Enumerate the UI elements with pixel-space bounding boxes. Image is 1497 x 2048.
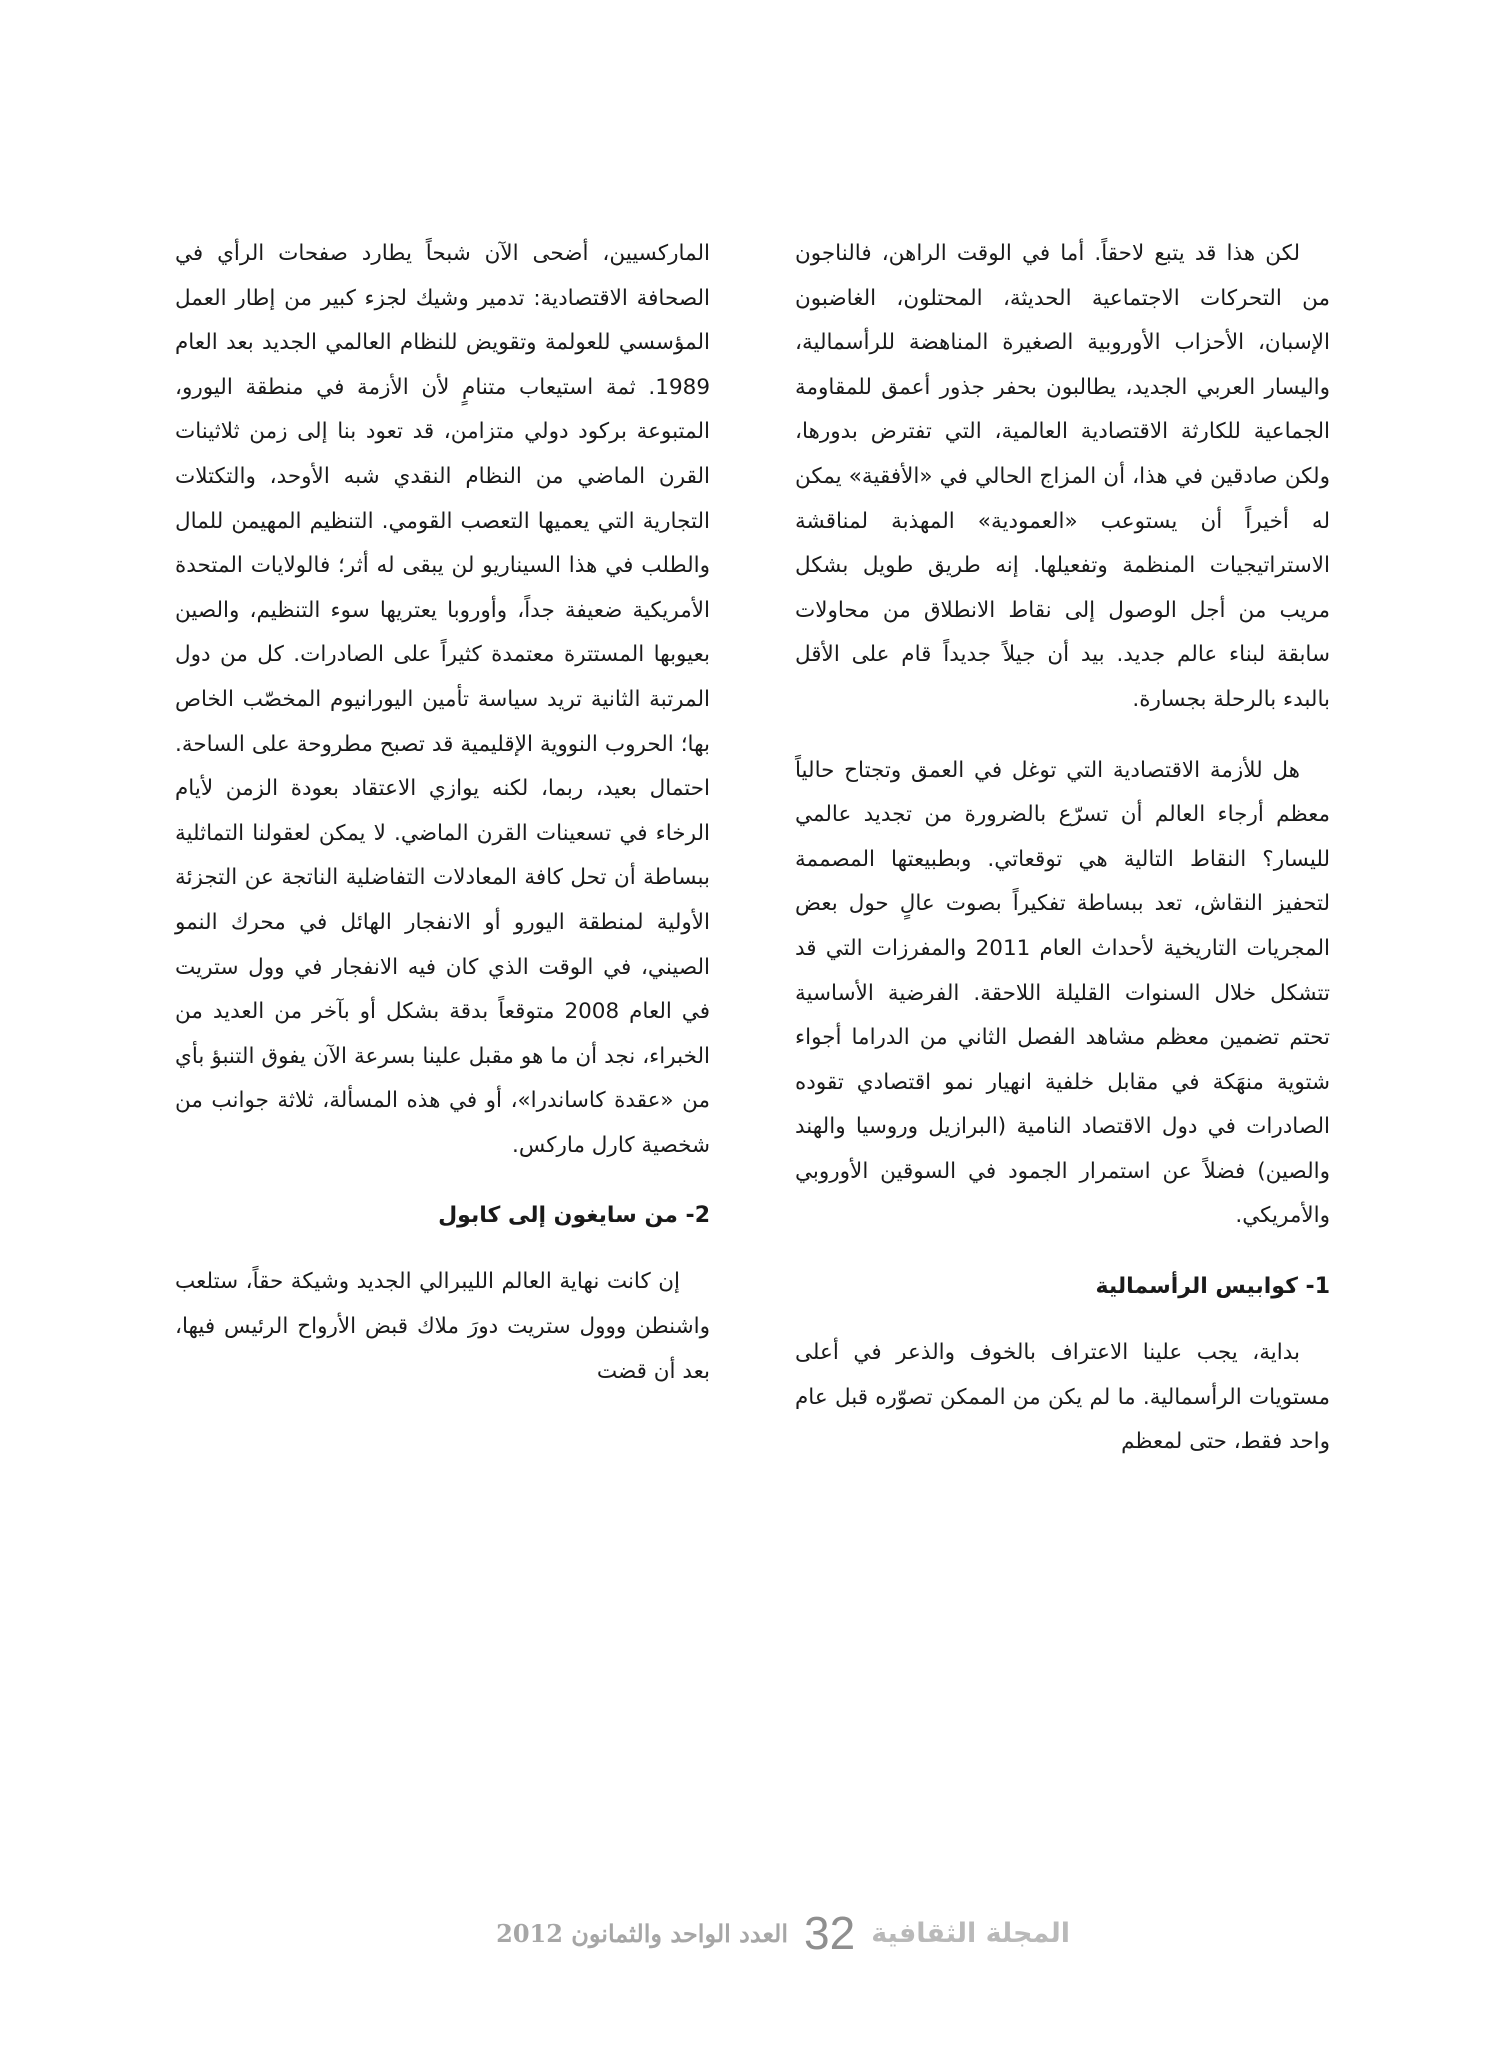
- left-paragraph-1: الماركسيين، أضحى الآن شبحاً يطارد صفحات الرأي في الصحافة الاقتصادية: تدمير وشيك لجزء كبير من إطار العمل المؤسسي للعولمة وتقويض للنظام العالمي الجديد بعد العام 1989. ثمة استيعاب متنامٍ لأن الأزمة في منطقة اليورو، المتبوعة بركود دولي متزامن، قد تعود بنا إلى زمن ثلاثينات القرن الماضي من النظام النقدي شبه الأوحد، والتكتلات التجارية التي يعميها التعصب القومي. التنظيم المهيمن للمال والطلب في هذا السيناريو لن يبقى له أثر؛ فالولايات المتحدة الأمريكية ضعيفة جداً، وأوروبا يعتريها سوء التنظيم، والصين بعيوبها المستترة معتمدة كثيراً على الصادرات. كل من دول المرتبة الثانية تريد سياسة تأمين اليورانيوم المخصّب الخاص بها؛ الحروب النووية الإقليمية قد تصبح مطروحة على الساحة. احتمال بعيد، ربما، لكنه يوازي الاعتقاد بعودة الزمن لأيام الرخاء في تسعينات القرن الماضي. لا يمكن لعقولنا التماثلية ببساطة أن تحل كافة المعادلات التفاضلية الناتجة عن التجزئة الأولية لمنطقة اليورو أو الانفجار الهائل في محرك النمو الصيني، في الوقت الذي كان فيه الانفجار في وول ستريت في العام 2008 متوقعاً بدقة بشكل أو بآخر من العديد من الخبراء، نجد أن ما هو مقبل علينا بسرعة الآن يفوق التنبؤ بأي من «عقدة كاساندرا»، أو في هذه المسألة، ثلاثة جوانب من شخصية كارل ماركس.: [175, 241, 710, 1158]
- page-number: 32: [804, 1907, 856, 1959]
- magazine-logo: المجلة الثقافية: [871, 1917, 1070, 1949]
- left-paragraph-2: إن كانت نهاية العالم الليبرالي الجديد وشيكة حقاً، ستلعب واشنطن ووول ستريت دورَ ملاك قبض الأرواح الرئيس فيها، بعد أن قضت: [175, 1269, 710, 1384]
- left-column: [175, 232, 710, 1394]
- section-heading-1: 1- كوابيس الرأسمالية: [1095, 1274, 1330, 1300]
- right-paragraph-3: بداية، يجب علينا الاعتراف بالخوف والذعر في أعلى مستويات الرأسمالية. ما لم يكن من الممكن تصوّره قبل عام واحد فقط، حتى لمعظم: [795, 1340, 1330, 1455]
- section-heading-2: 2- من سايغون إلى كابول: [438, 1203, 710, 1229]
- page-footer: [430, 1908, 1070, 1958]
- right-paragraph-2: هل للأزمة الاقتصادية التي توغل في العمق وتجتاح حالياً معظم أرجاء العالم أن تسرّع بالضرورة من تجديد عالمي لليسار؟ النقاط التالية هي توقعاتي. وبطبيعتها المصممة لتحفيز النقاش، تعد ببساطة تفكيراً بصوت عالٍ حول بعض المجريات التاريخية لأحداث العام 2011 والمفرزات التي قد تتشكل خلال السنوات القليلة اللاحقة. الفرضية الأساسية تحتم تضمين معظم مشاهد الفصل الثاني من الدراما أجواء شتوية منهَكة في مقابل خلفية انهيار نمو اقتصادي تقوده الصادرات في دول الاقتصاد النامية (البرازيل وروسيا والهند والصين) فضلاً عن استمرار الجمود في السوقين الأوروبي والأمريكي.: [795, 757, 1330, 1229]
- right-paragraph-1: لكن هذا قد يتبع لاحقاً. أما في الوقت الراهن، فالناجون من التحركات الاجتماعية الحديثة، المحتلون، الغاضبون الإسبان، الأحزاب الأوروبية الصغيرة المناهضة للرأسمالية، واليسار العربي الجديد، يطالبون بحفر جذور أعمق للمقاومة الجماعية للكارثة الاقتصادية العالمية، التي تفترض بدورها، ولكن صادقين في هذا، أن المزاج الحالي في «الأفقية» يمكن له أخيراً أن يستوعب «العمودية» المهذبة لمناقشة الاستراتيجيات المنظمة وتفعيلها. إنه طريق طويل بشكل مريب من أجل الوصول إلى نقاط الانطلاق من محاولات سابقة لبناء عالم جديد. بيد أن جيلاً جديداً قام على الأقل بالبدء بالرحلة بجسارة.: [795, 241, 1330, 712]
- issue-label: العدد الواحد والثمانون 2012: [496, 1918, 789, 1948]
- right-column: [795, 232, 1330, 1465]
